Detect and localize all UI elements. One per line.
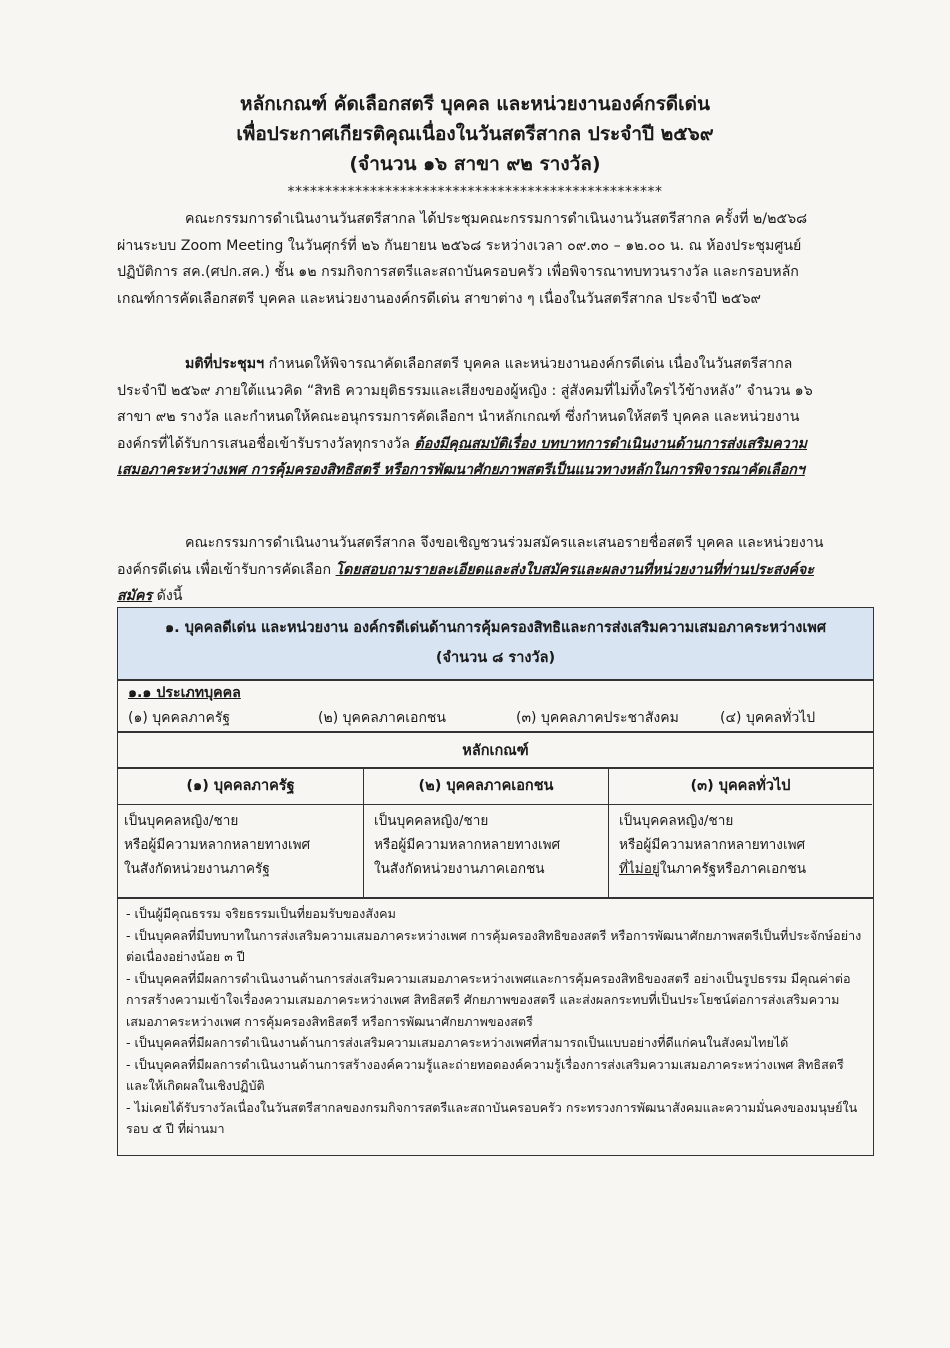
section-title: ๑. บุคคลดีเด่น และหน่วยงาน องค์กรดีเด่นด้านการคุ้มครองสิทธิและการส่งเสริมความเสมอภาคระหว่างเพศ xyxy=(164,620,827,636)
intro-text-1: คณะกรรมการดำเนินงานวันสตรีสากล ได้ประชุมคณะกรรมการดำเนินงานวันสตรีสากล ครั้งที่ ๒/๒๕๖๘ ผ่านระบบ Zoom Meeting ในวันศุกร์ที่ ๒๖ กันยายน ๒๕๖๘ ระหว่างเวลา ๐๙.๓๐ – ๑๒.๐๐ น. ณ ห้องประชุมศูนย์ปฏิบัติการ สค.(ศปก.สค.) ชั้น ๑๒ กรมกิจการสตรีและสถาบันครอบครัว เพื่อพิจารณาทบทวนรางวัล และกรอบหลักเกณฑ์การคัดเลือกสตรี บุคคล และหน่วยงานองค์กรดีเด่น สาขาต่าง ๆ เนื่องในวันสตรีสากล ประจำปี ๒๕๖๙ xyxy=(117,211,808,307)
section-count: (จำนวน ๘ รางวัล) xyxy=(435,650,556,666)
rule-5: - เป็นบุคคลที่มีผลการดำเนินงานด้านการสร้างองค์ความรู้และถ่ายทอดองค์ความรู้เรื่องการส่งเสริมความเสมอภาคระหว่างเพศ สิทธิสตรี และให้เกิดผลในเชิงปฏิบัติ xyxy=(126,1056,844,1093)
rule-6: - ไม่เคยได้รับรางวัลเนื่องในวันสตรีสากลของกรมกิจการสตรีและสถาบันครอบครัว กระทรวงการพัฒนาสังคมและความมั่นคงของมนุษย์ในรอบ ๕ ปี ที่ผ่านมา xyxy=(126,1099,858,1136)
column-3-rest: ในภาครัฐหรือภาคเอกชน xyxy=(659,861,806,877)
column-1-line-2: หรือผู้มีความหลากหลายทางเพศ xyxy=(124,837,311,853)
criteria-header xyxy=(117,732,874,768)
subtype-4: (๔) บุคคลทั่วไป xyxy=(720,710,816,726)
invitation-body: คณะกรรมการดำเนินงานวันสตรีสากล จึงขอเชิญชวนร่วมสมัครและเสนอรายชื่อสตรี บุคคล และหน่วยงานองค์กรดีเด่น เพื่อเข้ารับการคัดเลือก xyxy=(117,535,824,578)
invitation-tail: ดังนี้ xyxy=(152,588,183,604)
column-2-header: (๒) บุคคลภาคเอกชน xyxy=(364,769,608,805)
subtype-3: (๓) บุคคลภาคประชาสังคม xyxy=(516,710,679,726)
column-1-line-3: ในสังกัดหน่วยงานภาครัฐ xyxy=(124,861,270,877)
criteria-column-1 xyxy=(118,769,363,897)
title-line-1: หลักเกณฑ์ คัดเลือกสตรี บุคคล และหน่วยงานองค์กรดีเด่น xyxy=(240,93,710,115)
invitation-emphasis: โดยสอบถามรายละเอียดและส่งใบสมัครและผลงานที่หน่วยงานที่ท่านประสงค์จะสมัคร xyxy=(117,561,814,604)
column-3-line-1: เป็นบุคคลหญิง/ชาย xyxy=(619,813,734,829)
column-2-line-3: ในสังกัดหน่วยงานภาคเอกชน xyxy=(374,861,545,877)
intro-paragraph-3 xyxy=(117,530,837,610)
rules-box xyxy=(117,898,874,1156)
section-header xyxy=(117,607,874,680)
rule-3: - เป็นบุคคลที่มีผลการดำเนินงานด้านการส่งเสริมความเสมอภาคระหว่างเพศและการคุ้มครองสิทธิของสตรี อย่างเป็นรูปธรรม มีคุณค่าต่อการสร้างความเข้าใจเรื่องความเสมอภาคระหว่างเพศ สิทธิสตรี ศักยภาพของสตรี และส่งผลกระทบที่เป็นประโยชน์ต่อการส่งเสริมความเสมอภาคระหว่างเพศ การคุ้มครองสิทธิสตรี หรือการพัฒนาศักยภาพของสตรี xyxy=(126,970,851,1029)
criteria-title: หลักเกณฑ์ xyxy=(462,743,529,759)
criteria-column-2 xyxy=(363,769,608,897)
resolution-body: กำหนดให้พิจารณาคัดเลือกสตรี บุคคล และหน่วยงานองค์กรดีเด่น เนื่องในวันสตรีสากล ประจำปี ๒๕๖๙ ภายใต้แนวคิด “สิทธิ ความยุติธรรมและเสียงของผู้หญิง : สู่สังคมที่ไม่ทิ้งใครไว้ข้างหลัง” จำนวน ๑๖ สาขา ๙๒ รางวัล และกำหนดให้คณะอนุกรรมการคัดเลือกฯ นำหลักเกณฑ์ ซึ่งกำหนดให้สตรี บุคคล และหน่วยงานองค์กรที่ได้รับการเสนอชื่อเข้ารับรางวัลทุกรางวัล xyxy=(117,356,813,452)
column-3-line-3 xyxy=(619,857,866,881)
column-3-underlined: ที่ไม่อยู่ xyxy=(619,861,660,877)
rule-4: - เป็นบุคคลที่มีผลการดำเนินงานด้านการส่งเสริมความเสมอภาคระหว่างเพศที่สามารถเป็นแบบอย่างที่ดีแก่คนในสังคมไทยได้ xyxy=(126,1035,789,1050)
criteria-column-3 xyxy=(608,769,872,897)
subtype-box xyxy=(117,680,874,732)
subtype-title: ๑.๑ ประเภทบุคคล xyxy=(128,685,241,701)
criteria-grid xyxy=(117,768,874,898)
intro-paragraph-1 xyxy=(117,206,837,312)
rule-2: - เป็นบุคคลที่มีบทบาทในการส่งเสริมความเสมอภาคระหว่างเพศ การคุ้มครองสิทธิของสตรี หรือการพัฒนาศักยภาพสตรีเป็นที่ประจักษ์อย่างต่อเนื่องอย่างน้อย ๓ ปี xyxy=(126,927,862,964)
column-1-header: (๑) บุคคลภาครัฐ xyxy=(118,769,363,805)
separator: ************************************************** xyxy=(287,184,663,200)
intro-paragraph-2 xyxy=(117,351,837,484)
column-2-line-2: หรือผู้มีความหลากหลายทางเพศ xyxy=(374,837,561,853)
subtype-2: (๒) บุคคลภาคเอกชน xyxy=(318,710,446,726)
column-3-header: (๓) บุคคลทั่วไป xyxy=(609,769,872,805)
subtype-1: (๑) บุคคลภาครัฐ xyxy=(128,710,231,726)
title-line-2: เพื่อประกาศเกียรติคุณเนื่องในวันสตรีสากล ประจำปี ๒๕๖๙ xyxy=(236,123,714,145)
column-2-line-1: เป็นบุคคลหญิง/ชาย xyxy=(374,813,489,829)
resolution-emphasis: ต้องมีคุณสมบัติเรื่อง บทบาทการดำเนินงานด้านการส่งเสริมความเสมอภาคระหว่างเพศ การคุ้มครองสิทธิสตรี หรือการพัฒนาศักยภาพสตรีเป็นแนวทางหลักในการพิจารณาคัดเลือกฯ xyxy=(117,435,808,478)
rule-1: - เป็นผู้มีคุณธรรม จริยธรรมเป็นที่ยอมรับของสังคม xyxy=(126,906,396,921)
column-3-line-2: หรือผู้มีความหลากหลายทางเพศ xyxy=(619,837,806,853)
column-1-line-1: เป็นบุคคลหญิง/ชาย xyxy=(124,813,239,829)
title-line-3: (จำนวน ๑๖ สาขา ๙๒ รางวัล) xyxy=(349,153,601,175)
resolution-lead: มติที่ประชุมฯ xyxy=(185,356,265,372)
